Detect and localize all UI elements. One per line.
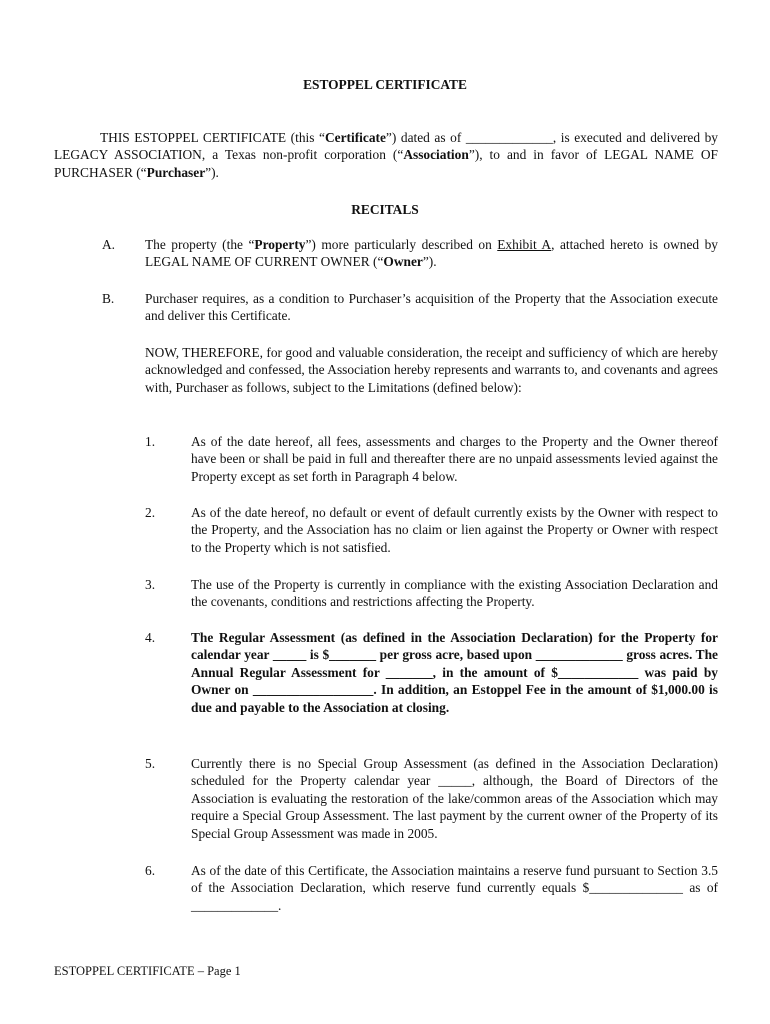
item-text: As of the date of this Certificate, the Association maintains a reserve fund pursuant to Section 3.5 of the Association Declaration, which reserve fund currently equals $______________ as of _____________. — [191, 863, 718, 913]
item-number: 2. — [145, 505, 156, 520]
item-number: 3. — [145, 577, 156, 592]
exhibit-a-reference: Exhibit A — [497, 237, 552, 252]
intro-text: ”). — [205, 164, 219, 180]
defined-term-purchaser: Purchaser — [146, 164, 206, 180]
now-therefore-paragraph: NOW, THEREFORE, for good and valuable consideration, the receipt and sufficiency of which are hereby acknowledged and confessed, the Association hereby represents and warrants to, and covenants and agrees with, Purchaser as follows, subject to the Limitations (defined below): — [145, 345, 718, 395]
defined-term-certificate: Certificate — [324, 130, 386, 145]
recital-a-text — [145, 236, 718, 271]
recitals-heading: RECITALS — [351, 202, 419, 217]
recital-a-letter: A. — [102, 237, 116, 252]
recital-text: ”). — [422, 254, 437, 270]
recital-text: ”) more particularly described on — [305, 237, 498, 252]
item-number: 5. — [145, 756, 156, 771]
document-title: ESTOPPEL CERTIFICATE — [303, 77, 467, 92]
item-text: Currently there is no Special Group Assessment (as defined in the Association Declaration) scheduled for the Property calendar year _____, although, the Board of Directors of the Association is evaluating the restoration of the lake/common areas of the Association which may require a Special Group Assessment. The last payment by the current owner of the Property of its Special Group Assessment was made in 2005. — [191, 756, 718, 841]
item-text: As of the date hereof, all fees, assessments and charges to the Property and the Owner thereof have been or shall be paid in full and thereafter there are no unpaid assessments levied against the Property except as set forth in Paragraph 4 below. — [191, 434, 718, 484]
intro-text: ”), to and in favor of LEGAL NAME OF PURCHASER (“ — [54, 147, 719, 180]
item-number: 4. — [145, 630, 156, 645]
defined-term-owner: Owner — [383, 254, 423, 270]
defined-term-association: Association — [403, 147, 469, 163]
item-number: 1. — [145, 434, 156, 449]
item-number: 6. — [145, 863, 156, 878]
defined-term-property: Property — [254, 237, 306, 252]
page-footer: ESTOPPEL CERTIFICATE – Page 1 — [54, 964, 241, 978]
intro-text: ”) dated as of _____________, is executed and delivered by LEGACY ASSOCIATION, a Texas non-profit corporation (“ — [54, 130, 718, 163]
recital-text: , attached hereto is owned by LEGAL NAME OF CURRENT OWNER (“ — [145, 237, 718, 270]
item-text: The Regular Assessment (as defined in the Association Declaration) for the Property for calendar year _____ is $_______ per gross acre, based upon _____________ gross acres. The Annual Regular Assessment for _______, in the amount of $____________ was paid by Owner on __________________. In addition, an Estoppel Fee in the amount of $1,000.00 is due and payable to the Association at closing. — [191, 630, 718, 715]
recital-b-text: Purchaser requires, as a condition to Purchaser’s acquisition of the Property that the Association execute and deliver this Certificate. — [145, 291, 718, 324]
intro-paragraph — [54, 129, 718, 181]
recital-text: The property (the “ — [145, 237, 255, 252]
item-text: As of the date hereof, no default or event of default currently exists by the Owner with respect to the Property, and the Association has no claim or lien against the Property or Owner with respect to the Property which is not satisfied. — [191, 505, 718, 555]
item-text: The use of the Property is currently in compliance with the existing Association Declaration and the covenants, conditions and restrictions affecting the Property. — [191, 577, 718, 610]
recital-b-letter: B. — [102, 291, 115, 306]
intro-text: THIS ESTOPPEL CERTIFICATE (this “ — [100, 130, 325, 145]
